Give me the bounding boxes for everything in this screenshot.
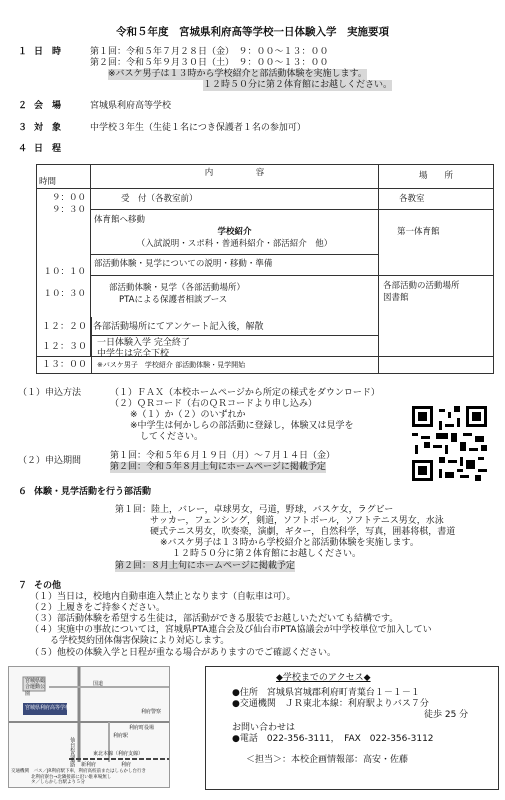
time-1300: １３：００ (42, 360, 88, 370)
time-1010: １０：１０ (43, 267, 86, 277)
map-label-rifu: 利府 (121, 762, 132, 768)
s7-num: ７ (18, 581, 28, 591)
map-footnote-3: タ／しらかし台駅より５分 (31, 780, 85, 785)
s6-label: 体験・見学活動を行う部活動 (34, 487, 152, 497)
map-label-expressway: 仙台松島道路 (69, 737, 76, 767)
access-transport: ●交通機関 ＪＲ東北本線：利府駅よりバス７分 (232, 699, 429, 709)
s6-clubs-4: ※バスケ男子は１３時から学校紹介と部活動体験を実施します。 (160, 538, 419, 548)
s7-item-5: （５）他校の体験入学と日程が重なる場合がありますのでご確認ください。 (30, 648, 337, 658)
s2-label: 会 場 (34, 101, 62, 111)
row-basketball-note: ※バスケ男子 学校紹介 部活動体験・見学開始 (97, 361, 246, 369)
map-footnote-1: 交通機関 バス／JR利府駅下車，利府高校前またはしらかし台行き (11, 769, 146, 774)
access-staff: ＜担当＞：本校企画情報部：高安・佐藤 (246, 755, 409, 765)
time-1220: １２：２０ (42, 322, 88, 332)
apply-either: ※（１）か（２）のいずれか (130, 410, 246, 420)
s1-note1: ※バスケ男子は１３時から学校紹介と部活動体験を実施します。 (108, 69, 367, 79)
s7-label: その他 (34, 581, 62, 591)
divider (91, 209, 378, 210)
map-label-road: 国道 (93, 681, 104, 687)
s1-line1: 第１回：令和５年７月２８日（金） ９：００～１３：００ (90, 47, 329, 57)
header-place-cell (379, 165, 494, 189)
divider (379, 209, 493, 210)
divider (91, 275, 378, 276)
period-2: 第２回：令和５年８月上旬にホームページに掲載予定 (110, 462, 326, 472)
row-club-experience: 部活動体験・見学（各部活動場所） (109, 283, 246, 293)
divider (379, 275, 493, 276)
s7-item-3: （３）部活動体験を希望する生徒は，部活動ができる服装でお越しいただいても結構です。 (30, 614, 399, 624)
s1-note2: １２時５０分に第２体育館にお越しください。 (203, 80, 393, 90)
row-pta-booth: PTAによる保護者相談ブース (119, 295, 228, 305)
map-label-school: 宮城県利府高等学校 (25, 705, 71, 711)
s3-value: 中学校３年生（生徒１名につき保護者１名の参加可） (90, 123, 306, 133)
s7-item-2: （２）上履きをご持参ください。 (30, 603, 166, 613)
row-reception: 受 付（各教室前） (121, 194, 198, 204)
header-time-cell (37, 165, 91, 189)
access-walk: 徒歩 25 分 (424, 710, 469, 720)
place-library: 図書館 (383, 293, 409, 303)
s6-clubs-3: 硬式テニス男女，吹奏楽，演劇，ギター，自然科学，写真，囲碁将棋，書道 (150, 527, 456, 537)
map-label-town-hall: 利府町役場 (129, 725, 155, 731)
apply-note2: してください。 (140, 432, 204, 442)
apply-label: （１）申込方法 (18, 388, 82, 398)
s1-line2: 第２回：令和５年９月３０日（土） ９：００～１３：００ (90, 58, 329, 68)
map-label-park: 宮城県総合運動公園 (25, 678, 46, 697)
row-intro-detail: （入試説明・スポ科・普通科紹介・部活紹介 他） (136, 239, 333, 249)
period-label: （２）申込期間 (18, 456, 82, 466)
qr-code-icon[interactable] (412, 406, 487, 481)
s4-label: 日 程 (34, 144, 62, 154)
schedule-header-row (37, 165, 494, 189)
period-1: 第１回：令和５年６月１９日（月）～７月１４日（金） (110, 451, 336, 461)
header-content-cell (91, 165, 379, 189)
page-title: 令和５年度 宮城県利府高等学校一日体験入学 実施要項 (116, 26, 389, 38)
header-content: 内 容 (204, 168, 265, 178)
s1-label: 日 時 (34, 47, 62, 57)
s3-num: ３ (18, 123, 28, 133)
header-time: 時間 (39, 177, 57, 187)
access-map (8, 666, 170, 788)
s4-num: ４ (18, 144, 28, 154)
time-0930: ９：３０ (51, 205, 86, 215)
s2-value: 宮城県利府高等学校 (90, 101, 172, 111)
row-go-home: 中学生は完全下校 (97, 349, 170, 359)
s7-item-4a: （４）実施中の事故については，宮城県PTA連合会及び仙台市PTA協議会が中学校単位で加入してい (30, 625, 432, 635)
s1-num: １ (18, 47, 28, 57)
s7-item-4b: る学校契約団体傷害保険により対応します。 (50, 636, 230, 646)
place-classroom: 各教室 (399, 194, 425, 204)
time-1230: １２：３０ (42, 342, 88, 352)
map-label-police: 利府警察 (141, 709, 162, 715)
header-place: 場 所 (418, 171, 453, 181)
place-club-area: 各部活動の活動場所 (383, 281, 460, 291)
map-label-shinrifu: 新利府 (81, 762, 97, 768)
access-phone[interactable]: ●電話 022-356-3111， FAX 022-356-3112 (232, 734, 434, 744)
s6-clubs-6: 第２回：８月上旬にホームページに掲載予定 (115, 561, 295, 571)
place-gym1: 第一体育館 (397, 227, 440, 237)
row-survey: 各部活動場所にてアンケート記入後，解散 (93, 322, 264, 332)
s6-clubs-1: 第１回：陸上，バレー，卓球男女，弓道，野球，バスケ女，ラグビー (115, 505, 394, 515)
s3-label: 対 象 (34, 123, 62, 133)
time-1030: １０：３０ (43, 289, 86, 299)
apply-qr: （２）ＱＲコード（右のＱＲコードより申し込み） (110, 399, 318, 409)
place-column-lower (378, 317, 494, 374)
time-0900: ９：００ (51, 193, 86, 203)
apply-note: ※中学生は何かしらの部活動に登録し，体験又は見学を (130, 421, 354, 431)
row-move-gym: 体育館へ移動 (94, 215, 146, 225)
map-label-station: 利府駅 (113, 733, 129, 739)
s6-clubs-5: １２時５０分に第２体育館にお越しください。 (172, 549, 362, 559)
row-complete: 一日体験入学 完全終了 (97, 338, 190, 348)
divider (91, 254, 378, 255)
access-title: ◆学校までのアクセス◆ (276, 673, 371, 683)
apply-fax: （１）ＦＡＸ（本校ホームページから所定の様式をダウンロード） (110, 388, 380, 398)
divider (90, 335, 378, 336)
s6-num: ６ (18, 487, 28, 497)
s6-clubs-2: サッカー，フェンシング，剣道，ソフトボール，ソフトテニス男女，水泳 (150, 516, 444, 526)
s7-item-1: （１）当日は，校地内自動車進入禁止となります（自転車は可）。 (30, 592, 296, 602)
map-label-line: 東北本線（利府支線） (93, 751, 144, 757)
row-school-intro: 学校紹介 (217, 227, 252, 237)
access-address: ●住所 宮城県宮城郡利府町青葉台１－１－１ (232, 688, 420, 698)
access-box (205, 666, 499, 790)
map-footnote-2: 北利府寮台→北隣接部に沿い駐車場無し (31, 775, 112, 780)
s2-num: ２ (18, 101, 28, 111)
row-club-explain: 部活動体験・見学についての説明・移動・準備 (94, 259, 273, 269)
access-contact-label: お問い合わせは (232, 723, 296, 733)
